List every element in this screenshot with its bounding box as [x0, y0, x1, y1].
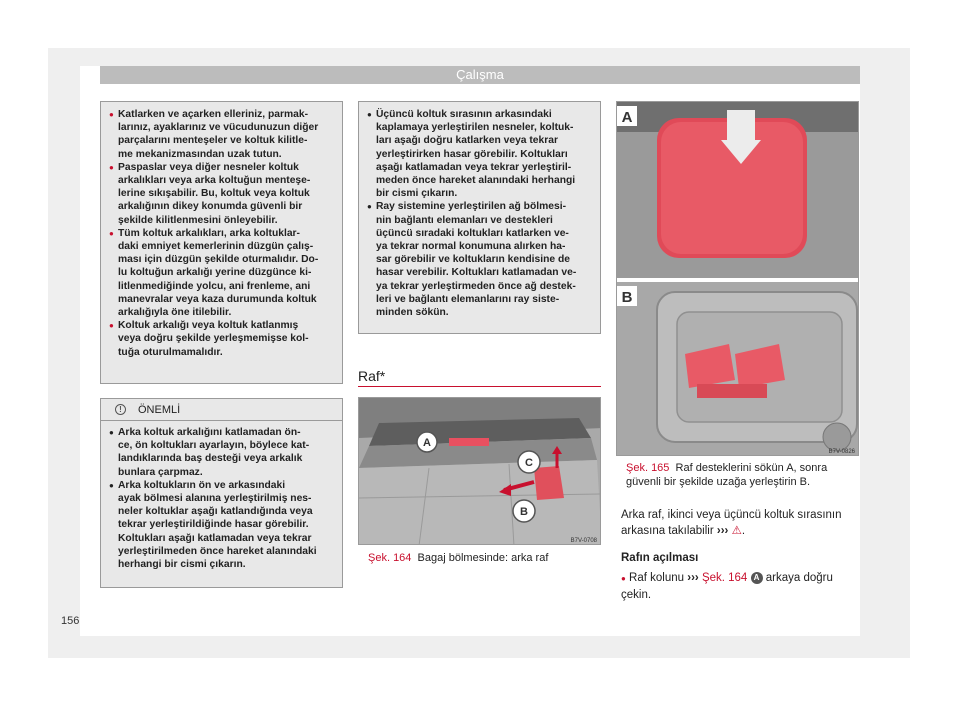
warning-box-shelf: [358, 101, 601, 334]
section-divider: [358, 386, 601, 387]
notice-title: ÖNEMLİ: [138, 403, 181, 416]
figure-reference-link[interactable]: Şek. 164: [701, 572, 748, 584]
notice-list: [101, 421, 342, 571]
panel-b-label: B: [621, 289, 633, 306]
bullet: ● Üçüncü koltuk sırasının arkasındaki kaplamaya yerleştirilen nesneler, koltuk- ları aşağı doğru katlarken veya tekrar yerleştirirken hasar görebilir. Koltukları aşağı katlamadan veya tekrar yerleştiril- meden önce hareket alanındaki herhangi bir cismi çıkarın.: [367, 108, 592, 200]
shelf-supports-illustration: [617, 102, 859, 456]
figure-code: B7V-0708: [570, 538, 597, 544]
figure-number: Şek. 165: [626, 462, 670, 474]
figure-164-caption: [368, 551, 598, 565]
warning-list: [367, 108, 592, 319]
figure-code: B7V-0826: [828, 449, 855, 455]
label-a-badge: A: [751, 572, 763, 584]
figure-number: Şek. 164: [368, 552, 412, 564]
figure-165-caption: [626, 461, 858, 489]
callout-b: B: [520, 506, 528, 518]
page-header: Çalışma: [100, 66, 860, 84]
figure-164-image: [358, 397, 601, 545]
bullet: ● Koltuk arkalığı veya koltuk katlanmış veya doğru şekilde yerleşmemişse kol- tuğa oturulmamalıdır.: [109, 319, 334, 359]
reference-arrows[interactable]: ›››: [716, 525, 729, 537]
reference-arrows[interactable]: ›››: [687, 572, 699, 584]
panel-a-label: A: [621, 109, 633, 126]
subheading: Rafın açılması: [621, 552, 699, 564]
callout-c: C: [525, 457, 533, 469]
notice-header: [101, 399, 342, 421]
warning-triangle-icon[interactable]: ⚠: [731, 525, 742, 537]
instruction-step: ● Raf kolunu ››› Şek. 164 A arkaya doğru çekin.: [621, 572, 833, 601]
bullet: ● Katlarken ve açarken elleriniz, parmak- larınız, ayaklarınız ve vücudunuzun diğer parçalarını menteşeler ve koltuk kilitle- me mekanizmasından uzak tutun.: [109, 108, 334, 161]
bullet: ● Paspaslar veya diğer nesneler koltuk arkalıkları veya arka koltuğun menteşe- lerine sıkışabilir. Bu, koltuk veya koltuk arkalığının dikey konumda güvenli bir şekilde kilitlenmesini önleyebilir.: [109, 161, 334, 227]
intro-paragraph: Arka raf, ikinci veya üçüncü koltuk sırasının arkasına takılabilir ››› ⚠.: [621, 509, 842, 537]
cargo-area-illustration: [359, 398, 601, 545]
callout-a: A: [423, 437, 431, 449]
caption-text: Bagaj bölmesinde: arka raf: [417, 552, 549, 564]
warning-list: [109, 108, 334, 359]
bullet: ● Arka koltuk arkalığını katlamadan ön- ce, ön koltukları ayarlayın, böylece kat- landıklarında baş desteği veya arkalık bunlara çarpmaz.: [109, 426, 334, 479]
notice-box: [100, 398, 343, 588]
caption-line-1: Raf desteklerini sökün A, sonra: [675, 462, 828, 474]
page-number: 156: [61, 615, 80, 627]
warning-box-seats: [100, 101, 343, 384]
exclamation-icon: !: [115, 404, 126, 415]
caption-line-2: güvenli bir şekilde uzağa yerleştirin B.: [626, 476, 811, 488]
figure-165-image: [616, 101, 859, 456]
bullet: ● Arka koltukların ön ve arkasındaki ayak bölmesi alanına yerleştirilmiş nes- neler koltuklar aşağı katlandığında veya tekrar yerleştirildiğinde hasar görebilir. Koltukları aşağı katlamadan veya tekrar yerleştirilmeden önce hareket alanındaki herhangi bir cismi çıkarın.: [109, 479, 334, 571]
bullet: ● Tüm koltuk arkalıkları, arka koltuklar- daki emniyet kemerlerinin düzgün çalış- ması için düzgün şekilde oturmalıdır. Do- lu koltuğun arkalığı yerine düzgünce ki- litlenmediğinde yolcu, ani frenleme, ani manevralar veya kaza durumunda koltuk arkalığıyla öne itilebilir.: [109, 227, 334, 319]
section-title: Raf*: [358, 368, 386, 384]
bullet: ● Ray sistemine yerleştirilen ağ bölmesi- nin bağlantı elemanları ve destekleri üçüncü sıradaki koltukları katlarken ve- ya tekrar normal konumuna alırken ha- sar görebilir ve koltukların kendisine de hasar verebilir. Koltukları katlamadan ve- ya tekrar yerleştirmeden önce ağ destek- leri ve bağlantı elemanlarını ray siste- minden sökün.: [367, 200, 592, 319]
step-bullet-icon: ●: [621, 574, 626, 583]
